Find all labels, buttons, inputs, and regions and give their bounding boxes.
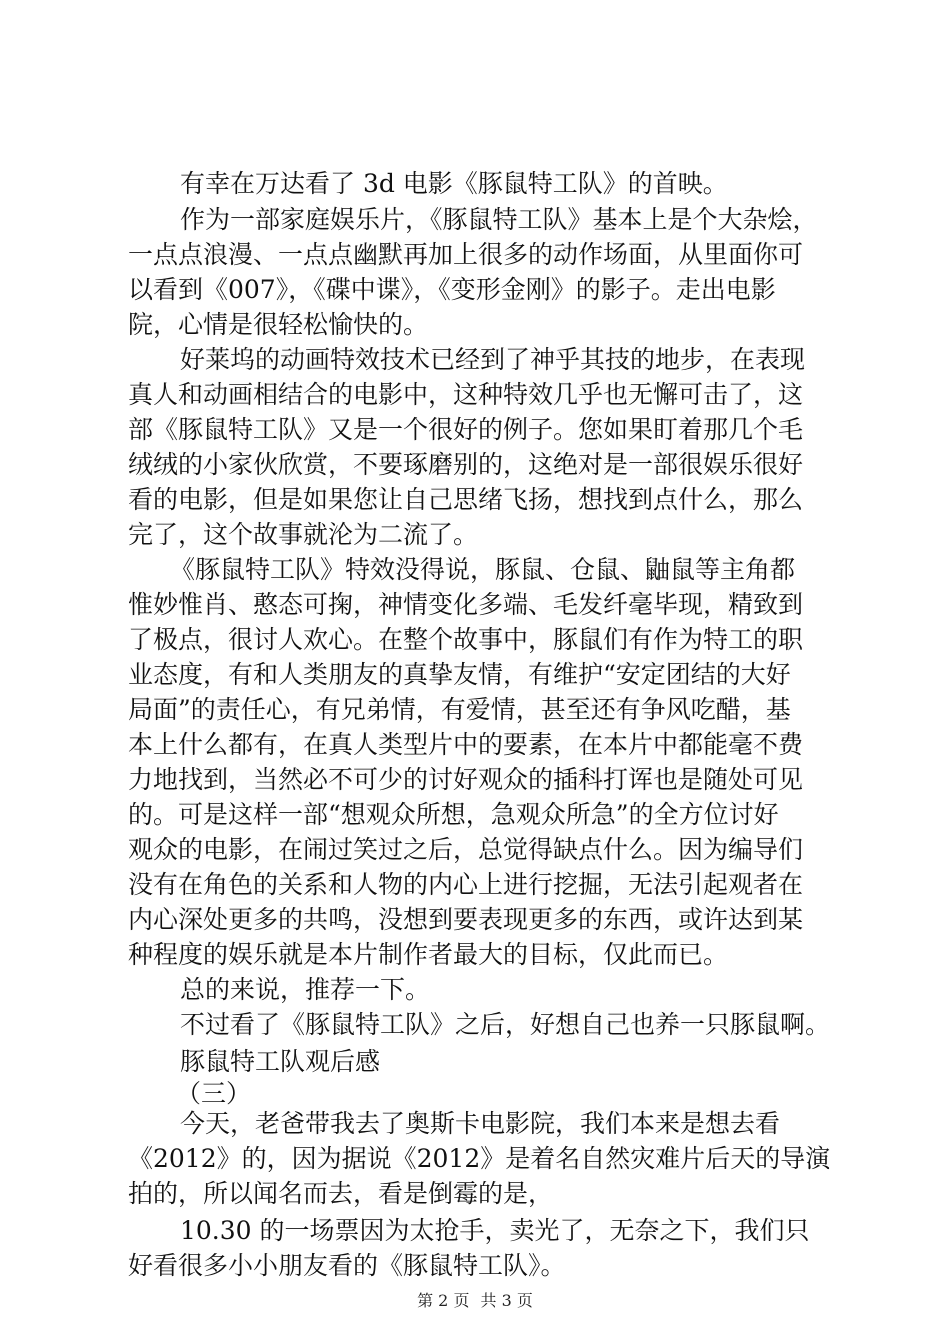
paragraph-4-line-9: 观众的电影，在闹过笑过之后，总觉得缺点什么。因为编导们 (128, 835, 804, 864)
section-paragraph-1-line-2: 《2012》的，因为据说《2012》是着名自然灾难片后天的导演 (128, 1144, 831, 1173)
paragraph-4-line-5: 局面”的责任心，有兄弟情，有爱情，甚至还有争风吃醋，基 (128, 695, 791, 724)
paragraph-4-line-1: 《豚鼠特工队》特效没得说，豚鼠、仓鼠、鼬鼠等主角都 (170, 555, 796, 584)
paragraph-3-line-3: 部《豚鼠特工队》又是一个很好的例子。您如果盯着那几个毛 (128, 415, 804, 444)
paragraph-6-line-1: 不过看了《豚鼠特工队》之后，好想自己也养一只豚鼠啊。 (180, 1010, 831, 1039)
section-paragraph-2-line-2: 好看很多小小朋友看的《豚鼠特工队》。 (128, 1251, 566, 1280)
paragraph-4-line-8: 的。可是这样一部“想观众所想，急观众所急”的全方位讨好 (128, 800, 779, 829)
paragraph-4-line-11: 内心深处更多的共鸣，没想到要表现更多的东西，或许达到某 (128, 905, 804, 934)
page-total: 共 3 页 (480, 1291, 533, 1310)
paragraph-3-line-6: 完了，这个故事就沦为二流了。 (128, 520, 479, 549)
section-paragraph-1-line-3: 拍的，所以闻名而去，看是倒霉的是， (128, 1179, 554, 1208)
paragraph-2-line-1: 作为一部家庭娱乐片，《豚鼠特工队》基本上是个大杂烩， (180, 205, 818, 234)
page-number: 第 2 页 (417, 1291, 470, 1310)
paragraph-4-line-12: 种程度的娱乐就是本片制作者最大的目标，仅此而已。 (128, 940, 729, 969)
section-title: 豚鼠特工队观后感 (180, 1047, 381, 1076)
paragraph-2-line-3: 以看到《007》，《碟中谍》，《变形金刚》的影子。走出电影 (128, 275, 776, 304)
paragraph-5-line-1: 总的来说，推荐一下。 (180, 975, 431, 1004)
paragraph-3-line-4: 绒绒的小家伙欣赏，不要琢磨别的，这绝对是一部很娱乐很好 (128, 450, 804, 479)
paragraph-4-line-10: 没有在角色的关系和人物的内心上进行挖掘，无法引起观者在 (128, 870, 804, 899)
paragraph-4-line-6: 本上什么都有，在真人类型片中的要素，在本片中都能毫不费 (128, 730, 804, 759)
paragraph-4-line-4: 业态度，有和人类朋友的真挚友情，有维护“安定团结的大好 (128, 660, 791, 689)
page-footer (0, 1291, 950, 1311)
paragraph-3-line-1: 好莱坞的动画特效技术已经到了神乎其技的地步，在表现 (180, 345, 806, 374)
paragraph-3-line-5: 看的电影，但是如果您让自己思绪飞扬，想找到点什么，那么 (128, 485, 804, 514)
paragraph-2-line-4: 院，心情是很轻松愉快的。 (128, 310, 429, 339)
section-paragraph-2-line-1: 10.30 的一场票因为太抢手，卖光了，无奈之下，我们只 (180, 1216, 810, 1245)
section-number: （三） (176, 1079, 252, 1108)
paragraph-4-line-2: 惟妙惟肖、憨态可掬，神情变化多端、毛发纤毫毕现，精致到 (128, 590, 804, 619)
section-paragraph-1-line-1: 今天，老爸带我去了奥斯卡电影院，我们本来是想去看 (180, 1109, 781, 1138)
paragraph-1-line-1: 有幸在万达看了 3d 电影《豚鼠特工队》的首映。 (180, 169, 728, 198)
paragraph-3-line-2: 真人和动画相结合的电影中，这种特效几乎也无懈可击了，这 (128, 380, 804, 409)
paragraph-4-line-7: 力地找到，当然必不可少的讨好观众的插科打诨也是随处可见 (128, 765, 804, 794)
paragraph-2-line-2: 一点点浪漫、一点点幽默再加上很多的动作场面，从里面你可 (128, 240, 804, 269)
paragraph-4-line-3: 了极点，很讨人欢心。在整个故事中，豚鼠们有作为特工的职 (128, 625, 804, 654)
